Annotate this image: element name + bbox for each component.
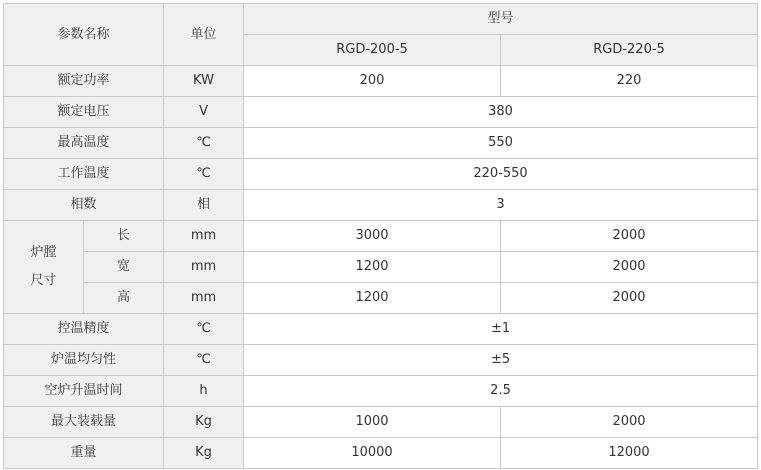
table-row — [4, 314, 758, 345]
row-unit: mm — [164, 221, 244, 252]
value-cell: 550 — [244, 128, 758, 159]
row-unit: 相 — [164, 190, 244, 221]
value-cell: ±5 — [244, 345, 758, 376]
value-cell: 220-550 — [244, 159, 758, 190]
table-row — [4, 283, 758, 314]
table-row — [4, 221, 758, 252]
model-name-1: RGD-200-5 — [244, 35, 501, 66]
value-cell: 200 — [244, 66, 501, 97]
model-header: 型号 — [244, 4, 758, 35]
row-unit: mm — [164, 252, 244, 283]
value-cell: 220 — [501, 66, 758, 97]
param-name-header: 参数名称 — [4, 4, 164, 66]
chamber-size-group — [4, 221, 84, 314]
value-cell: 3 — [244, 190, 758, 221]
row-unit: ℃ — [164, 128, 244, 159]
value-cell: 2.5 — [244, 376, 758, 407]
unit-header: 单位 — [164, 4, 244, 66]
row-unit: ℃ — [164, 345, 244, 376]
table-row — [4, 252, 758, 283]
row-label: 空炉升温时间 — [4, 376, 164, 407]
table-row — [4, 97, 758, 128]
row-label: 工作温度 — [4, 159, 164, 190]
value-cell: 2000 — [501, 407, 758, 438]
spec-table — [3, 3, 758, 469]
row-label: 最高温度 — [4, 128, 164, 159]
row-label: 控温精度 — [4, 314, 164, 345]
row-label: 额定电压 — [4, 97, 164, 128]
value-cell: 3000 — [244, 221, 501, 252]
row-unit: h — [164, 376, 244, 407]
value-cell: ±1 — [244, 314, 758, 345]
row-label: 额定功率 — [4, 66, 164, 97]
row-unit: ℃ — [164, 314, 244, 345]
dim-label: 长 — [84, 221, 164, 252]
table-row — [4, 345, 758, 376]
value-cell: 1000 — [244, 407, 501, 438]
table-row — [4, 190, 758, 221]
row-unit: KW — [164, 66, 244, 97]
table-row — [4, 159, 758, 190]
table-row — [4, 66, 758, 97]
table-row — [4, 407, 758, 438]
value-cell: 380 — [244, 97, 758, 128]
value-cell: 2000 — [501, 283, 758, 314]
table-row — [4, 128, 758, 159]
value-cell: 2000 — [501, 252, 758, 283]
row-label: 相数 — [4, 190, 164, 221]
value-cell: 10000 — [244, 438, 501, 469]
row-label: 最大装载量 — [4, 407, 164, 438]
model-name-2: RGD-220-5 — [501, 35, 758, 66]
row-unit: Kg — [164, 407, 244, 438]
value-cell: 2000 — [501, 221, 758, 252]
row-label: 重量 — [4, 438, 164, 469]
header-row — [4, 4, 758, 35]
row-unit: ℃ — [164, 159, 244, 190]
value-cell: 1200 — [244, 283, 501, 314]
chamber-group-line1: 炉膛 — [30, 245, 57, 260]
dim-label: 宽 — [84, 252, 164, 283]
value-cell: 1200 — [244, 252, 501, 283]
row-label: 炉温均匀性 — [4, 345, 164, 376]
row-unit: V — [164, 97, 244, 128]
table-row — [4, 376, 758, 407]
value-cell: 12000 — [501, 438, 758, 469]
chamber-group-line2: 尺寸 — [30, 273, 57, 288]
dim-label: 高 — [84, 283, 164, 314]
row-unit: mm — [164, 283, 244, 314]
table-row — [4, 438, 758, 469]
row-unit: Kg — [164, 438, 244, 469]
